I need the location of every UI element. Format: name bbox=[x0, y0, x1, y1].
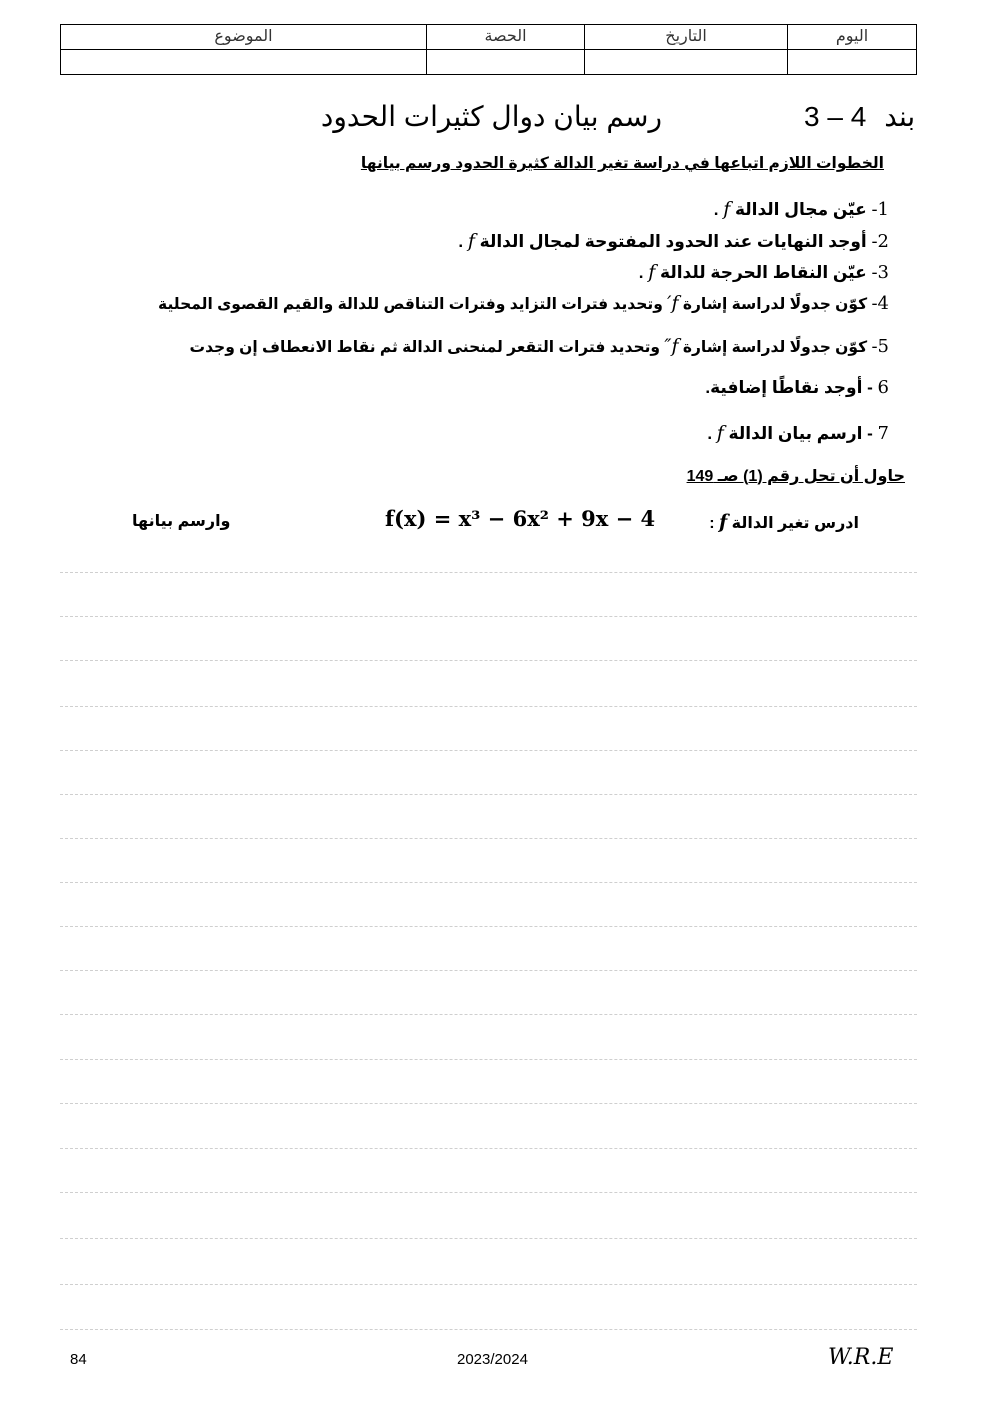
section-number bbox=[804, 100, 915, 133]
answer-line bbox=[60, 882, 917, 883]
answer-line bbox=[60, 926, 917, 927]
answer-line bbox=[60, 750, 917, 751]
answer-line bbox=[60, 572, 917, 573]
answer-line bbox=[60, 1192, 917, 1193]
step-7: 7 - ارسم بيان الدالة f . bbox=[707, 422, 889, 444]
step-2: 2- أوجد النهايات عند الحدود المفتوحة لمجال الدالة f . bbox=[458, 230, 889, 252]
answer-line bbox=[60, 660, 917, 661]
answer-line bbox=[60, 1238, 917, 1239]
answer-line bbox=[60, 706, 917, 707]
answer-line bbox=[60, 1014, 917, 1015]
day-label: اليوم bbox=[788, 25, 917, 50]
answer-line bbox=[60, 1148, 917, 1149]
section-number-value: 3 – 4 bbox=[804, 101, 867, 132]
answer-line bbox=[60, 616, 917, 617]
header-table bbox=[60, 24, 917, 75]
page-title: رسم بيان دوال كثيرات الحدود bbox=[320, 101, 662, 132]
topic-cell[interactable] bbox=[61, 50, 427, 75]
step-1: 1- عيّن مجال الدالة f . bbox=[713, 198, 889, 220]
day-cell[interactable] bbox=[788, 50, 917, 75]
try-page-number: 149 bbox=[686, 468, 714, 485]
answer-line bbox=[60, 1059, 917, 1060]
date-cell[interactable] bbox=[585, 50, 788, 75]
answer-line bbox=[60, 970, 917, 971]
answer-line bbox=[60, 794, 917, 795]
topic-label: الموضوع bbox=[61, 25, 427, 50]
exercise-instruction: ادرس تغير الدالة f : bbox=[709, 511, 859, 533]
answer-line bbox=[60, 838, 917, 839]
school-year: 2023/2024 bbox=[457, 1351, 528, 1368]
step-4: 4- كوّن جدولًا لدراسة إشارة f′ وتحديد فترات التزايد وفترات التناقص للدالة والقيم القصوى المحلية bbox=[158, 292, 889, 314]
period-cell[interactable] bbox=[427, 50, 585, 75]
exercise-tail: وارسم بيانها bbox=[132, 513, 231, 530]
step-5: 5- كوّن جدولًا لدراسة إشارة f″ وتحديد فترات التقعر لمنحنى الدالة ثم نقاط الانعطاف إن وجدت bbox=[189, 335, 889, 357]
author-initials: W.R.E bbox=[828, 1345, 894, 1370]
page-number: 84 bbox=[70, 1351, 87, 1368]
answer-line bbox=[60, 1103, 917, 1104]
answer-line bbox=[60, 1284, 917, 1285]
section-band-word: بند bbox=[884, 101, 916, 132]
exercise-equation: f(x) = x³ − 6x² + 9x − 4 bbox=[385, 506, 656, 531]
step-6: 6 - أوجد نقاطًا إضافية. bbox=[705, 377, 889, 398]
try-exercise: حاول أن تحل رقم (1) صـ 149 bbox=[686, 468, 905, 485]
steps-heading: الخطوات اللازم اتباعها في دراسة تغير الدالة كثيرة الحدود ورسم بيانها bbox=[360, 155, 884, 172]
date-label: التاريخ bbox=[585, 25, 788, 50]
period-label: الحصة bbox=[427, 25, 585, 50]
step-3: 3- عيّن النقاط الحرجة للدالة f . bbox=[638, 261, 889, 283]
answer-line bbox=[60, 1329, 917, 1330]
